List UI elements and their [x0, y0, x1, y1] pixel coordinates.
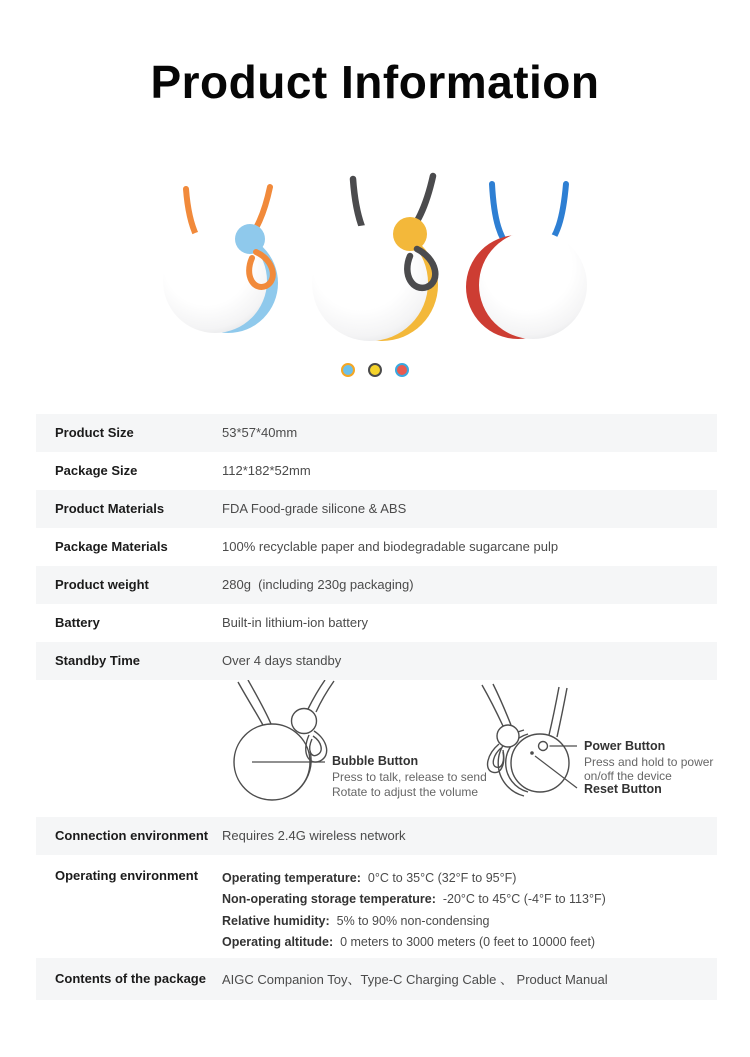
- product-image-blue-variant: [158, 181, 290, 353]
- operating-environment-details: [222, 868, 606, 954]
- spec-label: Product Materials: [55, 501, 165, 517]
- product-image-yellow-variant: [298, 171, 464, 359]
- spec-label: Connection environment: [55, 828, 209, 844]
- product-hero: [0, 169, 750, 361]
- env-line: Relative humidity: 5% to 90% non-condensing: [222, 913, 490, 928]
- env-line: Operating altitude: 0 meters to 3000 meters (0 feet to 10000 feet): [222, 935, 596, 950]
- bubble-button-desc-1: Press to talk, release to send: [332, 769, 487, 784]
- spec-value: 53*57*40mm: [222, 425, 298, 441]
- spec-label: Product weight: [55, 577, 149, 593]
- power-button-label: Power Button: [584, 738, 666, 753]
- environment-table: [36, 817, 717, 1000]
- color-dot-yellow: [368, 363, 382, 377]
- power-button-desc-2: on/off the device: [584, 768, 672, 783]
- button-diagram-section: [0, 680, 750, 817]
- table-row: [36, 566, 717, 604]
- table-row: [36, 817, 717, 855]
- table-row: [36, 604, 717, 642]
- reset-button-label: Reset Button: [584, 781, 662, 796]
- spec-value: 280g (including 230g packaging): [222, 577, 414, 593]
- spec-label: Battery: [55, 615, 100, 631]
- bubble-button-label: Bubble Button: [332, 753, 419, 768]
- spec-label: Product Size: [55, 425, 134, 441]
- table-row: [36, 958, 717, 1000]
- table-row: [36, 452, 717, 490]
- bubble-button-desc-2: Rotate to adjust the volume: [332, 784, 479, 799]
- page-title: Product Information: [150, 56, 600, 108]
- spec-value: Over 4 days standby: [222, 653, 342, 669]
- spec-label: Package Materials: [55, 539, 168, 555]
- spec-value: Requires 2.4G wireless network: [222, 828, 406, 844]
- spec-label: Contents of the package: [55, 971, 206, 987]
- env-line: Operating temperature: 0°C to 35°C (32°F to 95°F): [222, 870, 517, 885]
- spec-value: 112*182*52mm: [222, 463, 311, 479]
- spec-value: FDA Food-grade silicone & ABS: [222, 501, 407, 517]
- spec-table: [36, 414, 717, 680]
- spec-value: Built-in lithium-ion battery: [222, 615, 368, 631]
- product-image-red-variant: [460, 179, 594, 351]
- power-button-desc-1: Press and hold to power: [584, 754, 714, 769]
- color-dot-blue: [341, 363, 355, 377]
- table-row: [36, 414, 717, 452]
- table-row: [36, 642, 717, 680]
- env-line: Non-operating storage temperature: -20°C to 45°C (-4°F to 113°F): [222, 892, 606, 907]
- spec-label: Operating environment: [55, 867, 199, 883]
- table-row: [36, 490, 717, 528]
- table-row: [36, 528, 717, 566]
- color-options: [0, 363, 750, 379]
- spec-value: AIGC Companion Toy、Type-C Charging Cable 、 Product Manual: [222, 972, 608, 988]
- spec-label: Standby Time: [55, 653, 141, 669]
- spec-value: 100% recyclable paper and biodegradable sugarcane pulp: [222, 539, 559, 555]
- color-dot-red: [395, 363, 409, 377]
- spec-label: Package Size: [55, 463, 138, 479]
- table-row: [36, 855, 717, 958]
